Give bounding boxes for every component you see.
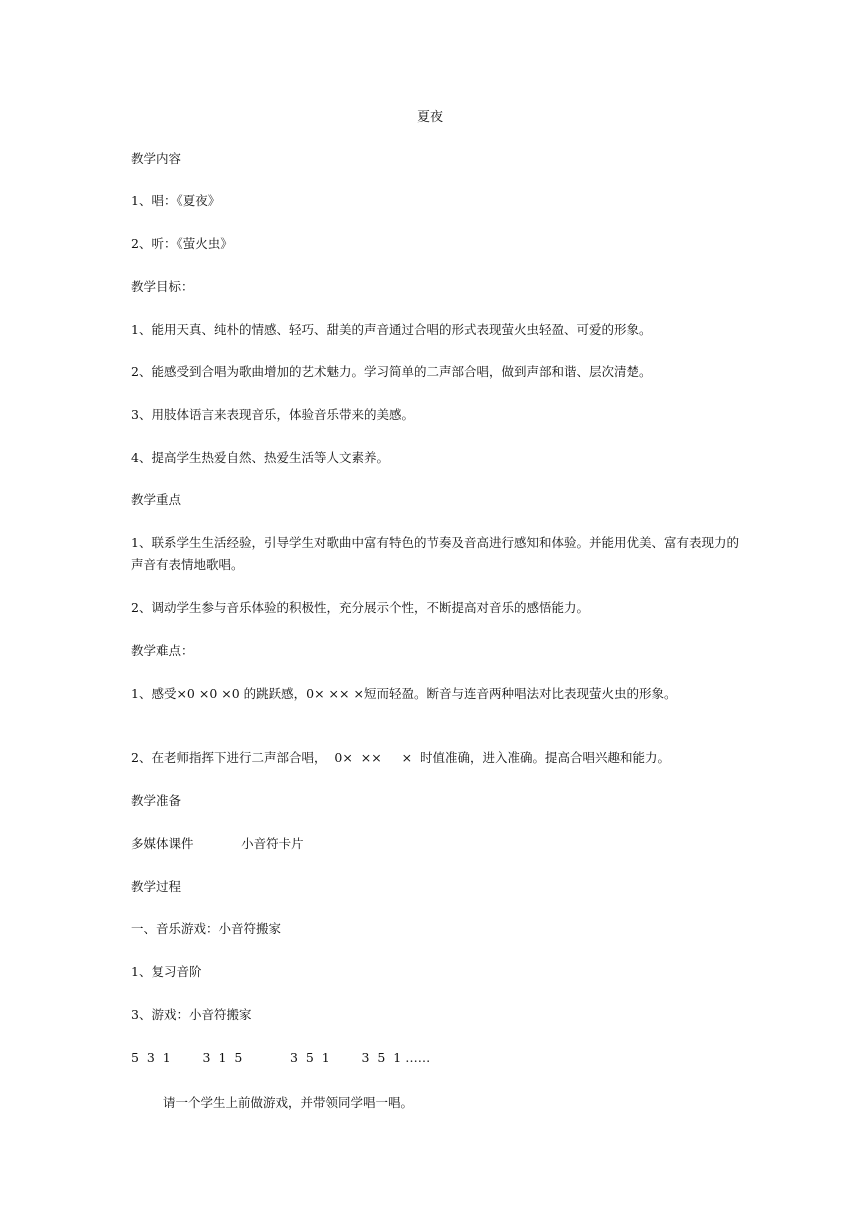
keypoint-item-1: 1、联系学生生活经验，引导学生对歌曲中富有特色的节奏及音高进行感知和体验。并能用优美、富有表现力的声音有表情地歌唱。 (131, 535, 739, 572)
section-heading-keypoints: 教学重点 (131, 492, 182, 507)
goal-item-2: 2、能感受到合唱为歌曲增加的艺术魅力。学习简单的二声部合唱，做到声部和谐、层次清楚。 (131, 364, 652, 379)
difficulty-item-1: 1、感受×0 ×0 ×0 的跳跃感，0× ×× ×短而轻盈。断音与连音两种唱法对比表现萤火虫的形象。 (131, 686, 677, 701)
content-item-2: 2、听：《萤火虫》 (131, 236, 233, 251)
process-instruction: 请一个学生上前做游戏，并带领同学唱一唱。 (163, 1095, 414, 1110)
section-heading-preparation: 教学准备 (131, 793, 182, 808)
process-step-heading: 一、音乐游戏：小音符搬家 (131, 921, 282, 936)
goal-item-4: 4、提高学生热爱自然、热爱生活等人文素养。 (131, 450, 389, 465)
goal-item-3: 3、用肢体语言来表现音乐，体验音乐带来的美感。 (131, 407, 414, 422)
section-heading-goals: 教学目标： (131, 279, 194, 294)
document-title: 夏夜 (416, 110, 443, 125)
number-sequence: 5 3 1 3 1 5 3 5 1 3 5 1 …… (131, 1050, 431, 1065)
content-item-1: 1、唱：《夏夜》 (131, 193, 221, 208)
process-item-1: 1、复习音阶 (131, 964, 202, 979)
goal-item-1: 1、能用天真、纯朴的情感、轻巧、甜美的声音通过合唱的形式表现萤火虫轻盈、可爱的形象。 (131, 322, 652, 337)
section-heading-process: 教学过程 (131, 879, 182, 894)
process-item-3: 3、游戏：小音符搬家 (131, 1007, 252, 1022)
difficulty-item-2: 2、在老师指挥下进行二声部合唱， 0× ×× × 时值准确，进入准确。提高合唱兴趣和能力。 (131, 750, 671, 765)
keypoint-item-2: 2、调动学生参与音乐体验的积极性，充分展示个性，不断提高对音乐的感悟能力。 (131, 600, 589, 615)
section-heading-difficulties: 教学难点： (131, 643, 194, 658)
section-heading-content: 教学内容 (131, 151, 182, 166)
preparation-items: 多媒体课件 小音符卡片 (131, 836, 304, 851)
